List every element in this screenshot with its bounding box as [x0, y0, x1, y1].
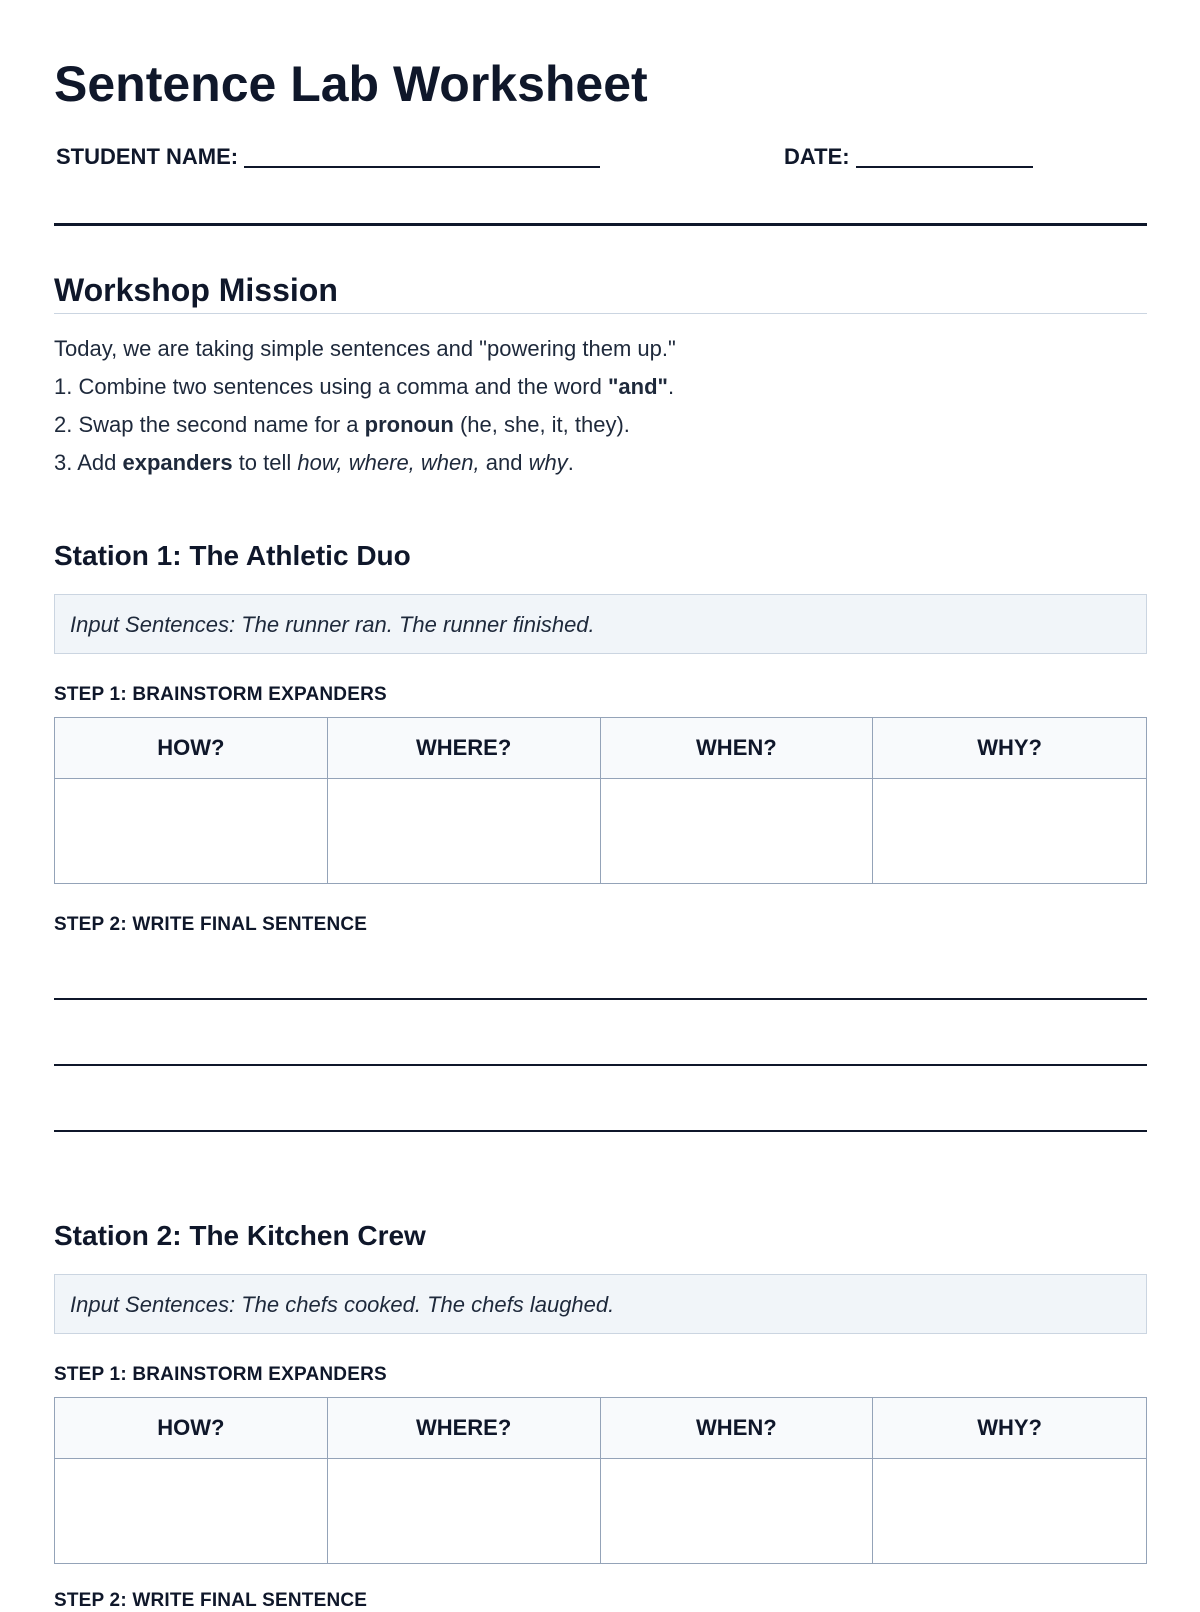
mission-instructions	[54, 330, 676, 482]
step-1-label: STEP 1: BRAINSTORM EXPANDERS	[54, 684, 387, 705]
input-sentences-box: Input Sentences: The runner ran. The runner finished.	[54, 594, 1147, 654]
student-name-blank[interactable]	[244, 146, 600, 168]
expanders-grid	[54, 717, 1147, 884]
writing-line[interactable]	[54, 1130, 1147, 1132]
column-header-how: HOW?	[55, 718, 328, 779]
mission-step-2-keyword: pronoun	[364, 412, 454, 437]
mission-step-1	[54, 368, 676, 406]
mission-step-2	[54, 406, 676, 444]
mission-step-3-mid: to tell	[232, 450, 298, 475]
header-divider	[54, 223, 1147, 226]
mission-heading: Workshop Mission	[54, 272, 338, 308]
mission-step-1-keyword: "and"	[607, 374, 668, 399]
expanders-grid	[54, 1397, 1147, 1564]
mission-step-3-text: 3. Add	[54, 450, 123, 475]
station-title: Station 2: The Kitchen Crew	[54, 1220, 426, 1251]
writing-line[interactable]	[54, 998, 1147, 1000]
column-header-when: WHEN?	[601, 1398, 874, 1459]
date-blank[interactable]	[856, 146, 1033, 168]
mission-step-3-keyword: expanders	[122, 450, 233, 475]
column-header-why: WHY?	[873, 718, 1146, 779]
mission-step-3-questions: how, where, when,	[297, 450, 480, 475]
how-answer-cell[interactable]	[55, 779, 328, 883]
mission-step-1-text: 1. Combine two sentences using a comma and the word	[54, 374, 608, 399]
writing-line[interactable]	[54, 1064, 1147, 1066]
input-sentences-box: Input Sentences: The chefs cooked. The chefs laughed.	[54, 1274, 1147, 1334]
mission-intro: Today, we are taking simple sentences and "powering them up."	[54, 336, 676, 361]
step-1-label: STEP 1: BRAINSTORM EXPANDERS	[54, 1364, 387, 1385]
mission-step-3-and: and	[479, 450, 529, 475]
station-title: Station 1: The Athletic Duo	[54, 540, 411, 571]
mission-step-3-end: .	[567, 450, 574, 475]
date-label: DATE:	[784, 144, 850, 169]
mission-step-1-end: .	[667, 374, 675, 399]
how-answer-cell[interactable]	[55, 1459, 328, 1563]
mission-step-2-text: 2. Swap the second name for a	[54, 412, 365, 437]
column-header-where: WHERE?	[328, 1398, 601, 1459]
mission-step-3	[54, 444, 676, 482]
mission-divider	[54, 313, 1147, 314]
why-answer-cell[interactable]	[873, 1459, 1146, 1563]
student-name-label: STUDENT NAME:	[56, 144, 239, 169]
where-answer-cell[interactable]	[328, 1459, 601, 1563]
mission-step-3-why: why	[528, 450, 568, 475]
step-2-label: STEP 2: WRITE FINAL SENTENCE	[54, 914, 368, 935]
column-header-why: WHY?	[873, 1398, 1146, 1459]
station-2	[54, 1216, 1147, 1440]
column-header-where: WHERE?	[328, 718, 601, 779]
where-answer-cell[interactable]	[328, 779, 601, 883]
mission-step-2-end: (he, she, it, they).	[453, 412, 630, 437]
step-2-label: STEP 2: WRITE FINAL SENTENCE	[54, 1590, 368, 1611]
when-answer-cell[interactable]	[601, 1459, 874, 1563]
column-header-how: HOW?	[55, 1398, 328, 1459]
column-header-when: WHEN?	[601, 718, 874, 779]
why-answer-cell[interactable]	[873, 779, 1146, 883]
when-answer-cell[interactable]	[601, 779, 874, 883]
student-name-field	[56, 144, 600, 170]
station-1	[54, 536, 1147, 935]
page-title: Sentence Lab Worksheet	[54, 56, 648, 112]
date-field	[784, 144, 1033, 170]
